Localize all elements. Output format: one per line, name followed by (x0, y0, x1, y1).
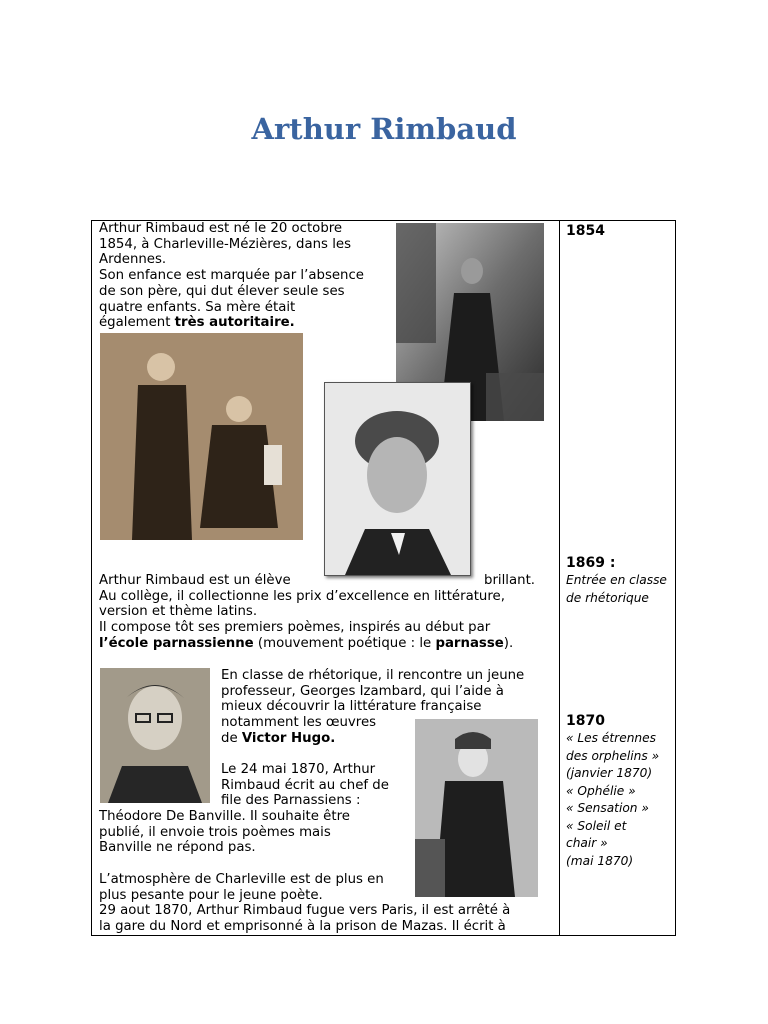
paragraph-charleville: L’atmosphère de Charleville est de plus en plus pesante pour le jeune poète. 29 aout 1870, Arthur Rimbaud fugue vers Paris, il est arrêté à la gare du Nord et emprisonné à la prison de Mazas. Il écrit à (99, 872, 511, 935)
banville-photo (415, 719, 538, 897)
timeline-1854: 1854 (566, 223, 605, 239)
rimbaud-portrait-photo (324, 382, 471, 576)
column-divider (559, 221, 560, 935)
paragraph-banville-cont: Théodore De Banville. Il souhaite être publié, il envoie trois poèmes mais Banville ne répond pas. (99, 809, 350, 856)
paragraph-banville: Le 24 mai 1870, Arthur Rimbaud écrit au chef de file des Parnassiens : (221, 762, 389, 809)
izambard-photo (100, 668, 210, 803)
paragraph-rhetoric: En classe de rhétorique, il rencontre un jeune professeur, Georges Izambard, qui l’aide à mieux découvrir la littérature française notamment les œuvres de Victor Hugo. (221, 668, 525, 746)
timeline-1870: 1870 « Les étrennes des orphelins » (janvier 1870) « Ophélie » « Sensation » « Soleil et chair » (mai 1870) (566, 713, 660, 868)
biography-table (91, 220, 676, 936)
paragraph-birth: Arthur Rimbaud est né le 20 octobre 1854, à Charleville-Mézières, dans les Ardennes. Son enfance est marquée par l’absence de son père, qui dut élever seule ses quatre enfants. Sa mère était également très autoritaire. (99, 221, 364, 331)
page-title: Arthur Rimbaud (251, 112, 517, 146)
brothers-photo (100, 333, 303, 540)
timeline-1869: 1869 : Entrée en classe de rhétorique (566, 555, 667, 605)
paragraph-student: Arthur Rimbaud est un élève brillant. Au collège, il collectionne les prix d’excellence en littérature, version et thème latins. Il compose tôt ses premiers poèmes, inspirés au début par l’école parnassienne (mouvement poétique : le parnasse). (99, 573, 536, 651)
